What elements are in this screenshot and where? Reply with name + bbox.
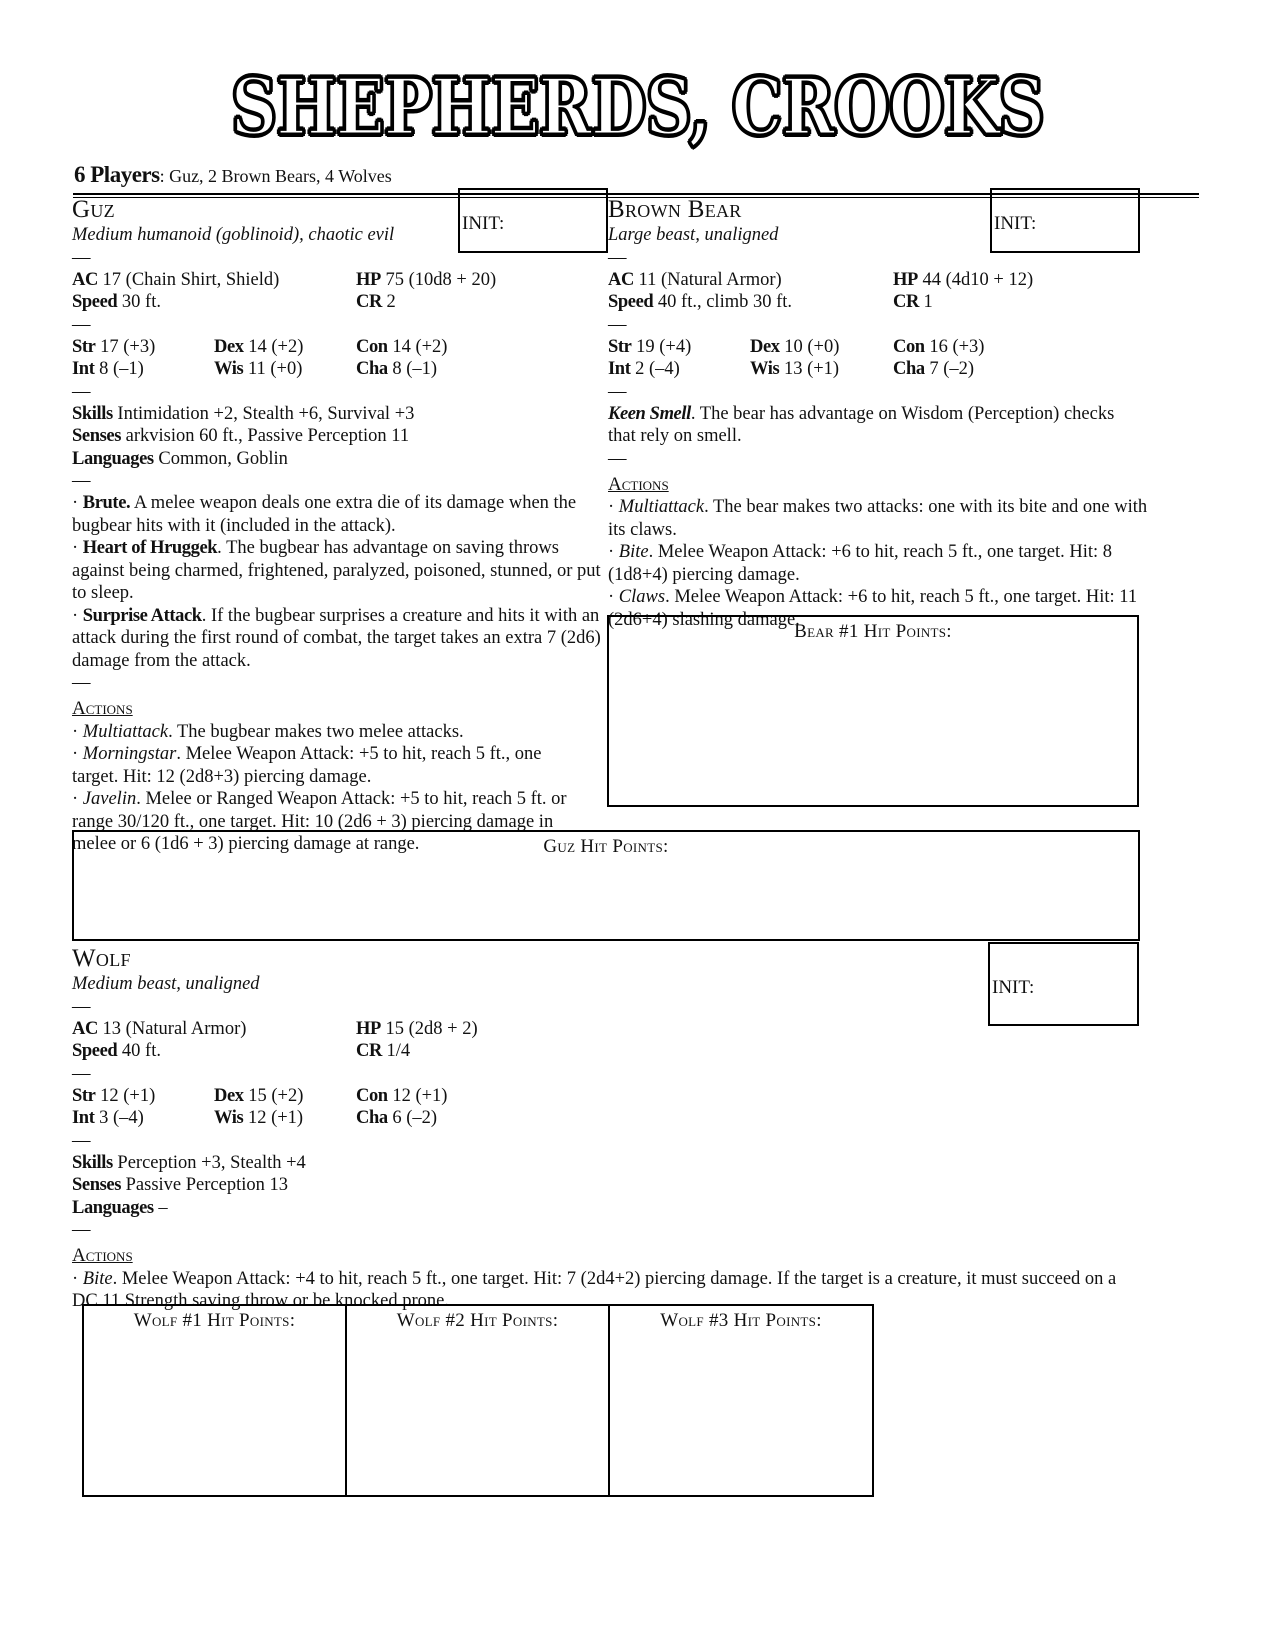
bear-name: Brown Bear [608, 196, 742, 223]
bear-int-label: Int [608, 359, 631, 379]
wolf-3-hp-box[interactable] [608, 1304, 874, 1497]
bear-init-box[interactable] [990, 188, 1140, 253]
wolf-languages-label: Languages [72, 1197, 154, 1218]
wolf-senses-text: Passive Perception 13 [121, 1175, 288, 1195]
wolf-ac-label: AC [72, 1018, 98, 1039]
divider: — [608, 381, 627, 402]
guz-cr-label: CR [356, 292, 382, 312]
wolf-action-text: . Melee Weapon Attack: +4 to hit, reach 5 ft., one target. Hit: 7 (2d4+2) piercing damage. If the target is a creature, it must succeed on a DC 11 Strength saving throw or be knocked prone. [72, 1268, 1117, 1311]
guz-con-label: Con [356, 336, 388, 357]
wolf-cr: 1/4 [381, 1041, 411, 1061]
wolf-2-hp-box[interactable] [345, 1304, 610, 1497]
bear-hp-box[interactable] [607, 615, 1139, 807]
bear-action-text: . Melee Weapon Attack: +6 to hit, reach 5 ft., one target. Hit: 8 (1d8+4) piercing damage. [608, 542, 1113, 585]
wolf-int: 3 (–4) [94, 1108, 144, 1128]
bear-str-label: Str [608, 336, 632, 357]
bear-int: 2 (–4) [630, 359, 680, 379]
divider: — [72, 1130, 91, 1151]
wolf-languages-text: – [153, 1197, 168, 1218]
wolf-action: · Bite. Melee Weapon Attack: +4 to hit, reach 5 ft., one target. Hit: 7 (2d4+2) piercing damage. If the target is a creature, it must succeed on a DC 11 Strength saving throw or be knocked prone. [72, 1268, 1117, 1311]
bear-trait-text: . The bear has advantage on Wisdom (Perception) checks that rely on smell. [608, 403, 1115, 446]
guz-trait-name: Surprise Attack [82, 605, 202, 626]
guz-dex: 14 (+2) [243, 336, 304, 357]
guz-hp-box[interactable] [72, 830, 1140, 941]
guz-languages-label: Languages [72, 448, 154, 469]
bear-ac-label: AC [608, 269, 634, 290]
guz-hp: 75 (10d8 + 20) [380, 269, 497, 290]
bear-action-name: Claws [618, 587, 666, 607]
wolf-dex: 15 (+2) [243, 1085, 304, 1106]
guz-action-text: . The bugbear makes two melee attacks. [168, 721, 464, 742]
bear-con-label: Con [893, 336, 925, 357]
bear-hp-box-label: Bear #1 Hit Points: [794, 621, 952, 642]
wolf-str-label: Str [72, 1085, 96, 1106]
bear-cha-label: Cha [893, 359, 925, 379]
divider: — [72, 247, 91, 268]
bear-cr: 1 [918, 292, 933, 312]
guz-skills-text: Intimidation +2, Stealth +6, Survival +3 [112, 403, 415, 424]
guz-trait: · Heart of Hruggek. The bugbear has advantage on saving throws against being charmed, frightened, paralyzed, poisoned, stunned, or put to sleep. [72, 538, 601, 603]
bear-statblock [608, 196, 1153, 631]
bear-wis-label: Wis [750, 359, 780, 379]
wolf-senses-label: Senses [72, 1175, 121, 1195]
guz-trait-name: Brute. [82, 493, 131, 513]
bear-ac: 11 (Natural Armor) [633, 269, 782, 290]
guz-hp-label: HP [356, 269, 381, 290]
divider: — [72, 381, 91, 402]
bear-trait-name: Keen Smell [608, 403, 691, 424]
guz-speed-label: Speed [72, 292, 118, 312]
wolf-languages [72, 1197, 1152, 1220]
wolf-1-hp-box[interactable] [82, 1304, 347, 1497]
init-label: INIT: [994, 213, 1037, 234]
wolf-cha-label: Cha [356, 1108, 388, 1128]
bear-con: 16 (+3) [924, 336, 985, 357]
page-title: SHEPHERDS, CROOKS [230, 62, 1045, 153]
guz-trait: · Brute. A melee weapon deals one extra die of its damage when the bugbear hits with it (included in the attack). [72, 493, 577, 536]
guz-cha-label: Cha [356, 359, 388, 379]
bear-speed: 40 ft., climb 30 ft. [653, 292, 793, 312]
guz-wis-label: Wis [214, 359, 244, 379]
wolf-action-name: Bite [82, 1268, 113, 1289]
guz-hp-box-label: Guz Hit Points: [543, 836, 669, 857]
divider: — [72, 471, 91, 491]
guz-trait-name: Heart of Hruggek [82, 538, 218, 558]
bear-action: · Bite. Melee Weapon Attack: +6 to hit, reach 5 ft., one target. Hit: 8 (1d8+4) piercing damage. [608, 542, 1113, 585]
guz-cha: 8 (–1) [387, 359, 438, 379]
wolf-init-box[interactable] [988, 942, 1139, 1026]
wolf-ac: 13 (Natural Armor) [97, 1018, 247, 1039]
guz-ac-label: AC [72, 269, 98, 290]
bear-action: · Claws. Melee Weapon Attack: +6 to hit, reach 5 ft., one target. Hit: 11 (2d6+4) slashing damage. [608, 587, 1138, 630]
players-line [74, 164, 392, 188]
guz-action-name: Javelin [82, 789, 137, 809]
bear-str: 19 (+4) [631, 336, 692, 357]
wolf-cha: 6 (–2) [387, 1108, 438, 1128]
guz-name: Guz [72, 196, 115, 223]
guz-action: · Javelin. Melee or Ranged Weapon Attack: +5 to hit, reach 5 ft. or range 30/120 ft., one target. Hit: 10 (2d6 + 3) piercing damage in melee or 6 (1d6 + 3) piercing damage at range. [72, 789, 567, 854]
wolf-3-hp-label: Wolf #3 Hit Points: [660, 1310, 822, 1331]
guz-senses [72, 425, 612, 448]
guz-languages-text: Common, Goblin [153, 448, 288, 469]
bear-cha: 7 (–2) [924, 359, 975, 379]
wolf-wis: 12 (+1) [243, 1108, 304, 1128]
guz-senses-label: Senses [72, 426, 121, 446]
guz-skills-label: Skills [72, 403, 113, 424]
wolf-hp-label: HP [356, 1018, 381, 1039]
wolf-int-label: Int [72, 1108, 95, 1128]
init-label: INIT: [462, 213, 505, 234]
wolf-cr-label: CR [356, 1041, 382, 1061]
bear-actions-heading: Actions [608, 473, 669, 495]
bear-hp: 44 (4d10 + 12) [917, 269, 1034, 290]
bear-trait [608, 403, 1118, 448]
bear-action-text: . Melee Weapon Attack: +6 to hit, reach 5 ft., one target. Hit: 11 (2d6+4) slashing damage. [608, 587, 1138, 630]
guz-senses-text: arkvision 60 ft., Passive Perception 11 [121, 426, 410, 446]
guz-ac: 17 (Chain Shirt, Shield) [97, 269, 280, 290]
bear-dex: 10 (+0) [779, 336, 840, 357]
divider: — [72, 1063, 91, 1084]
wolf-1-hp-label: Wolf #1 Hit Points: [133, 1310, 296, 1331]
guz-action: · Multiattack. The bugbear makes two melee attacks. [72, 721, 464, 742]
guz-trait-text: . The bugbear has advantage on saving throws against being charmed, frightened, paralyzed, poisoned, stunned, or put to sleep. [72, 538, 601, 603]
bear-action-name: Multiattack [618, 497, 705, 517]
init-label: INIT: [992, 977, 1035, 998]
wolf-wis-label: Wis [214, 1108, 244, 1128]
divider: — [608, 247, 627, 268]
bear-action-name: Bite [618, 542, 649, 562]
guz-subtitle: Medium humanoid (goblinoid), chaotic evil [72, 225, 395, 245]
wolf-speed-label: Speed [72, 1041, 118, 1061]
divider: — [72, 314, 91, 335]
bear-subtitle: Large beast, unaligned [608, 225, 779, 245]
guz-action: · Morningstar. Melee Weapon Attack: +5 to hit, reach 5 ft., one target. Hit: 12 (2d8+3) piercing damage. [72, 744, 542, 787]
guz-cr: 2 [381, 292, 396, 312]
guz-action-text: . Melee Weapon Attack: +5 to hit, reach 5 ft., one target. Hit: 12 (2d8+3) piercing damage. [72, 744, 542, 787]
guz-wis: 11 (+0) [243, 359, 303, 379]
divider: — [608, 448, 627, 469]
bear-speed-label: Speed [608, 292, 654, 312]
bear-wis: 13 (+1) [779, 359, 840, 379]
wolf-2-hp-label: Wolf #2 Hit Points: [396, 1310, 559, 1331]
guz-action-text: . Melee or Ranged Weapon Attack: +5 to hit, reach 5 ft. or range 30/120 ft., one target. Hit: 10 (2d6 + 3) piercing damage in melee or 6 (1d6 + 3) piercing damage at range. [72, 789, 567, 854]
bear-action-text: . The bear makes two attacks: one with its bite and one with its claws. [608, 497, 1148, 540]
divider: — [72, 996, 91, 1017]
guz-action-name: Morningstar [82, 744, 177, 764]
guz-actions-heading: Actions [72, 698, 133, 719]
guz-speed: 30 ft. [117, 292, 161, 312]
guz-languages [72, 448, 612, 471]
bear-cr-label: CR [893, 292, 919, 312]
guz-int: 8 (–1) [94, 359, 144, 379]
wolf-subtitle: Medium beast, unaligned [72, 974, 260, 994]
guz-init-box[interactable] [458, 188, 608, 253]
divider: — [608, 314, 627, 335]
wolf-skills [72, 1152, 1152, 1175]
guz-statblock [72, 196, 612, 856]
wolf-skills-label: Skills [72, 1152, 113, 1173]
wolf-actions-heading: Actions [72, 1245, 133, 1266]
bear-action: · Multiattack. The bear makes two attacks: one with its bite and one with its claws. [608, 497, 1148, 540]
divider: — [72, 1220, 91, 1240]
wolf-dex-label: Dex [214, 1085, 244, 1106]
bear-hp-label: HP [893, 269, 918, 290]
divider: — [72, 673, 91, 693]
guz-con: 14 (+2) [387, 336, 448, 357]
wolf-speed: 40 ft. [117, 1041, 161, 1061]
guz-trait: · Surprise Attack. If the bugbear surprises a creature and hits it with an attack during the first round of combat, the target takes an extra 7 (2d6) damage from the attack. [72, 605, 601, 671]
guz-action-name: Multiattack [82, 721, 169, 742]
wolf-hp: 15 (2d8 + 2) [380, 1018, 478, 1039]
wolf-name: Wolf [72, 945, 131, 972]
guz-str: 17 (+3) [95, 336, 156, 357]
guz-skills [72, 403, 612, 426]
wolf-senses [72, 1174, 1152, 1197]
players-text: : Guz, 2 Brown Bears, 4 Wolves [159, 166, 392, 186]
bear-dex-label: Dex [750, 336, 780, 357]
wolf-str: 12 (+1) [95, 1085, 156, 1106]
guz-dex-label: Dex [214, 336, 244, 357]
guz-str-label: Str [72, 336, 96, 357]
guz-trait-text: . If the bugbear surprises a creature and hits it with an attack during the first round of combat, the target takes an extra 7 (2d6) damage from the attack. [72, 605, 601, 671]
guz-trait-text: A melee weapon deals one extra die of its damage when the bugbear hits with it (included in the attack). [72, 493, 577, 536]
players-label: 6 Players [74, 162, 160, 187]
guz-int-label: Int [72, 359, 95, 379]
wolf-con: 12 (+1) [387, 1085, 448, 1106]
wolf-skills-text: Perception +3, Stealth +4 [112, 1152, 306, 1173]
wolf-con-label: Con [356, 1085, 388, 1106]
